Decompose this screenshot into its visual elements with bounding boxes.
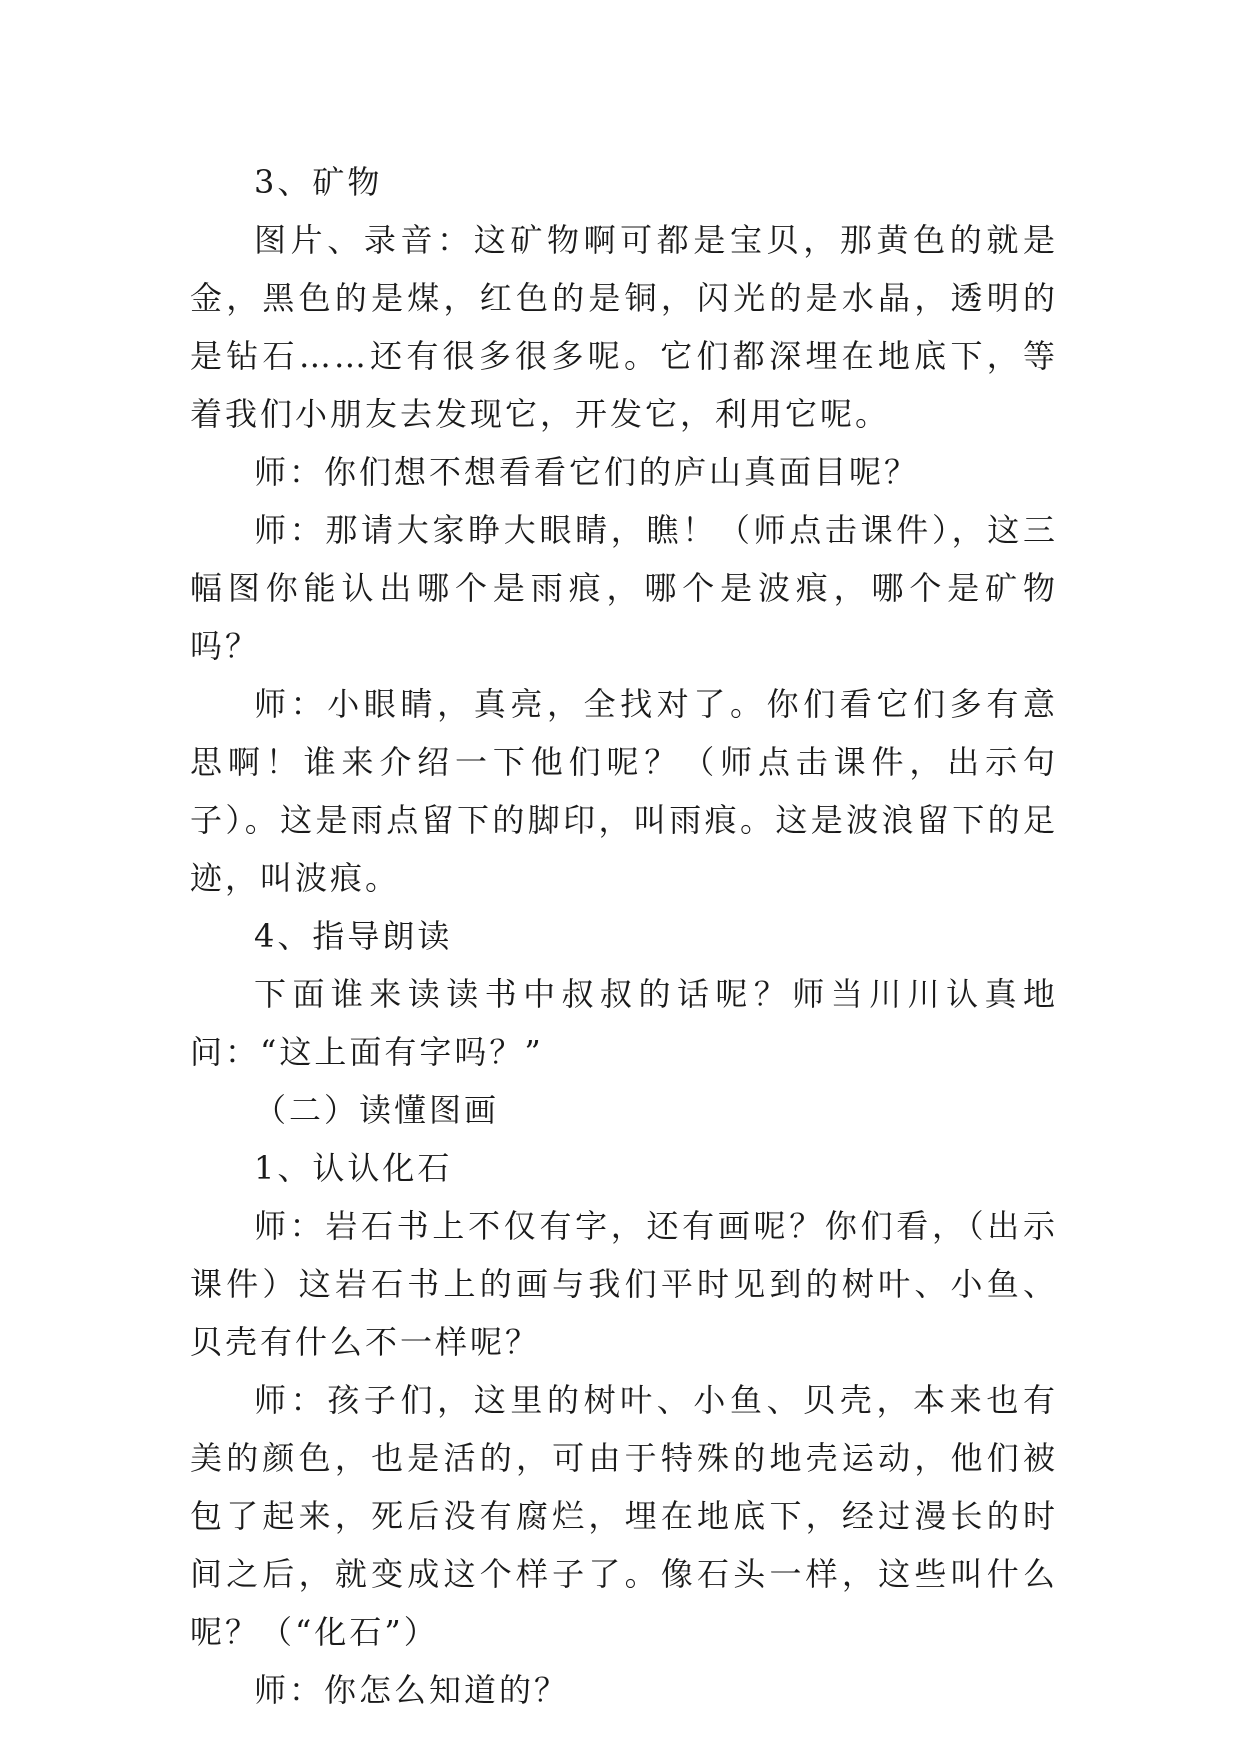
paragraph-fossil-explanation: 师：孩子们，这里的树叶、小鱼、贝壳，本来也有美的颜色，也是活的，可由于特殊的地壳运动，他们被包了起来，死后没有腐烂，埋在地底下，经过漫长的时间之后，就变成这个样子了。像石头一样，这些叫什么呢？（“化石”） xyxy=(190,1381,1058,1651)
paragraph-reading-prompt: 下面谁来读读书中叔叔的话呢？师当川川认真地问：“这上面有字吗？” xyxy=(190,975,1058,1071)
document-page xyxy=(190,153,1058,1719)
section-heading-minerals: 3、矿物 xyxy=(254,163,383,201)
section-heading-understand-pictures: （二）读懂图画 xyxy=(254,1091,500,1129)
paragraph-teacher-praise: 师：小眼睛，真亮，全找对了。你们看它们多有意思啊！谁来介绍一下他们呢？（师点击课件，出示句子）。这是雨点留下的脚印，叫雨痕。这是波浪留下的足迹，叫波痕。 xyxy=(190,685,1058,897)
paragraph-how-do-you-know: 师：你怎么知道的？ xyxy=(254,1671,570,1709)
paragraph-teacher-question: 师：你们想不想看看它们的庐山真面目呢？ xyxy=(254,453,920,491)
paragraph-minerals-description: 图片、录音：这矿物啊可都是宝贝，那黄色的就是金，黑色的是煤，红色的是铜，闪光的是水晶，透明的是钻石……还有很多很多呢。它们都深埋在地底下，等着我们小朋友去发现它，开发它，利用它呢。 xyxy=(190,221,1058,433)
section-heading-reading-guide: 4、指导朗读 xyxy=(254,917,453,955)
paragraph-rock-book-pictures: 师：岩石书上不仅有字，还有画呢？你们看，（出示课件）这岩石书上的画与我们平时见到的树叶、小鱼、贝壳有什么不一样呢？ xyxy=(190,1207,1058,1361)
paragraph-teacher-look: 师：那请大家睁大眼睛，瞧！（师点击课件），这三幅图你能认出哪个是雨痕，哪个是波痕，哪个是矿物吗？ xyxy=(190,511,1058,665)
section-heading-fossils: 1、认认化石 xyxy=(254,1149,453,1187)
